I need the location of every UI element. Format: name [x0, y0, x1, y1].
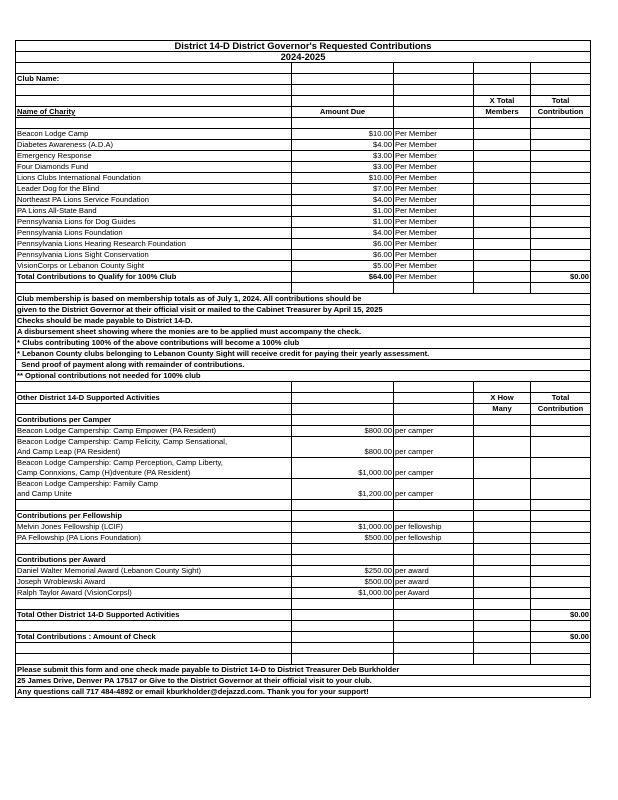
- footer-text: Please submit this form and one check made payable to District 14-D to District Treasurer Deb Burkholder: [16, 665, 591, 676]
- year-label: 2024-2025: [16, 52, 591, 63]
- charity-row: [16, 162, 591, 173]
- other-total-header: Total: [531, 393, 591, 404]
- empty-cell: [292, 63, 394, 74]
- contributions-table: [15, 40, 591, 698]
- empty-cell: [531, 555, 591, 566]
- camper-row: [16, 437, 591, 458]
- contribution-header: Contribution: [531, 107, 591, 118]
- x-total-header: X Total: [474, 96, 531, 107]
- charity-row: [16, 129, 591, 140]
- note-text: * Clubs contributing 100% of the above contributions will become a 100% club: [16, 338, 591, 349]
- empty-cell: [474, 544, 531, 555]
- blank-row: [16, 118, 591, 129]
- charity-name: VisionCorps or Lebanon County Sight: [16, 261, 292, 272]
- empty-cell: [531, 261, 591, 272]
- charity-unit: Per Member: [394, 140, 474, 151]
- empty-cell: [474, 118, 531, 129]
- award-row: [16, 577, 591, 588]
- award-amount: $1,000.00: [292, 588, 394, 599]
- blank-row: [16, 599, 591, 610]
- empty-cell: [394, 107, 474, 118]
- fellowship-name: PA Fellowship (PA Lions Foundation): [16, 533, 292, 544]
- charity-amount: $3.00: [292, 162, 394, 173]
- empty-cell: [474, 272, 531, 283]
- empty-cell: [474, 382, 531, 393]
- charity-name: Leader Dog for the Blind: [16, 184, 292, 195]
- empty-cell: [394, 544, 474, 555]
- section-heading-row: [16, 415, 591, 426]
- empty-cell: [531, 151, 591, 162]
- empty-cell: [474, 533, 531, 544]
- empty-cell: [394, 555, 474, 566]
- charity-unit: Per Member: [394, 129, 474, 140]
- empty-cell: [474, 283, 531, 294]
- charity-name: Lions Clubs International Foundation: [16, 173, 292, 184]
- camper-name-line2: And Camp Leap (PA Resident): [17, 447, 121, 456]
- charity-unit: Per Member: [394, 206, 474, 217]
- charity-amount: $6.00: [292, 239, 394, 250]
- empty-cell: [474, 63, 531, 74]
- amount-due-header: Amount Due: [292, 107, 394, 118]
- many-header: Many: [474, 404, 531, 415]
- total-other-row: [16, 610, 591, 621]
- empty-cell: [394, 415, 474, 426]
- empty-cell: [394, 654, 474, 665]
- empty-cell: [474, 228, 531, 239]
- charity-name: Four Diamonds Fund: [16, 162, 292, 173]
- charity-unit: Per Member: [394, 239, 474, 250]
- footer-row: [16, 676, 591, 687]
- empty-cell: [531, 588, 591, 599]
- empty-cell: [531, 426, 591, 437]
- camper-name-line1: Beacon Lodge Campership: Camp Felicity, Camp Sensational,: [17, 437, 228, 446]
- empty-cell: [531, 195, 591, 206]
- empty-cell: [531, 566, 591, 577]
- empty-cell: [394, 404, 474, 415]
- camper-row: [16, 458, 591, 479]
- empty-cell: [531, 85, 591, 96]
- award-amount: $250.00: [292, 566, 394, 577]
- page-title: District 14-D District Governor's Requested Contributions: [16, 41, 591, 52]
- camper-unit: per camper: [394, 437, 474, 458]
- charity-unit: Per Member: [394, 261, 474, 272]
- charity-row: [16, 239, 591, 250]
- empty-cell: [394, 283, 474, 294]
- camper-name: Beacon Lodge Campership: Camp Empower (PA Resident): [16, 426, 292, 437]
- empty-cell: [531, 479, 591, 500]
- empty-cell: [531, 184, 591, 195]
- charity-unit: Per Member: [394, 217, 474, 228]
- footer-text: Any questions call 717 484-4892 or email kburkholder@dejazzd.com. Thank you for your support!: [16, 687, 591, 698]
- empty-cell: [292, 654, 394, 665]
- empty-cell: [474, 621, 531, 632]
- blank-row: [16, 85, 591, 96]
- members-header: Members: [474, 107, 531, 118]
- fellowship-row: [16, 533, 591, 544]
- note-row: [16, 360, 591, 371]
- empty-cell: [16, 654, 292, 665]
- empty-cell: [16, 283, 292, 294]
- charity-row: [16, 217, 591, 228]
- charity-amount: $3.00: [292, 151, 394, 162]
- blank-row: [16, 643, 591, 654]
- charity-row: [16, 195, 591, 206]
- charity-amount: $7.00: [292, 184, 394, 195]
- award-name: Ralph Taylor Award (VisionCorpsl): [16, 588, 292, 599]
- empty-cell: [474, 261, 531, 272]
- empty-cell: [474, 415, 531, 426]
- camper-amount: $1,200.00: [292, 479, 394, 500]
- camper-heading: Contributions per Camper: [16, 415, 292, 426]
- empty-cell: [531, 458, 591, 479]
- footer-row: [16, 687, 591, 698]
- charity-name: Beacon Lodge Camp: [16, 129, 292, 140]
- header-row-2: [16, 107, 591, 118]
- note-text: Send proof of payment along with remainder of contributions.: [16, 360, 591, 371]
- empty-cell: [16, 85, 292, 96]
- total-qualify-label: Total Contributions to Qualify for 100% Club: [16, 272, 292, 283]
- empty-cell: [292, 643, 394, 654]
- award-amount: $500.00: [292, 577, 394, 588]
- charity-row: [16, 151, 591, 162]
- charity-row: [16, 173, 591, 184]
- blank-row: [16, 283, 591, 294]
- empty-cell: [531, 283, 591, 294]
- charity-unit: Per Member: [394, 173, 474, 184]
- camper-unit: per camper: [394, 426, 474, 437]
- camper-name-line1: Beacon Lodge Campership: Family Camp: [17, 479, 158, 488]
- empty-cell: [292, 283, 394, 294]
- charity-unit: Per Member: [394, 195, 474, 206]
- note-row: [16, 305, 591, 316]
- empty-cell: [474, 173, 531, 184]
- empty-cell: [531, 217, 591, 228]
- charity-amount: $4.00: [292, 140, 394, 151]
- charity-unit: Per Member: [394, 184, 474, 195]
- empty-cell: [531, 74, 591, 85]
- charity-row: [16, 184, 591, 195]
- camper-name: [16, 458, 292, 479]
- empty-cell: [16, 643, 292, 654]
- award-name: Daniel Walter Memorial Award (Lebanon County Sight): [16, 566, 292, 577]
- empty-cell: [292, 511, 394, 522]
- note-row: [16, 338, 591, 349]
- empty-cell: [531, 577, 591, 588]
- empty-cell: [16, 63, 292, 74]
- camper-row: [16, 479, 591, 500]
- empty-cell: [474, 522, 531, 533]
- empty-cell: [474, 129, 531, 140]
- empty-cell: [531, 544, 591, 555]
- other-activities-label: Other District 14-D Supported Activities: [16, 393, 292, 404]
- camper-amount: $800.00: [292, 437, 394, 458]
- empty-cell: [474, 500, 531, 511]
- blank-row: [16, 382, 591, 393]
- award-row: [16, 566, 591, 577]
- empty-cell: [394, 500, 474, 511]
- empty-cell: [531, 382, 591, 393]
- total-other-label: Total Other District 14-D Supported Activities: [16, 610, 292, 621]
- empty-cell: [531, 239, 591, 250]
- total-check-value: $0.00: [531, 632, 591, 643]
- empty-cell: [394, 74, 474, 85]
- blank-row: [16, 654, 591, 665]
- empty-cell: [474, 162, 531, 173]
- empty-cell: [531, 129, 591, 140]
- charity-name: Pennsylvania Lions Sight Conservation: [16, 250, 292, 261]
- empty-cell: [394, 393, 474, 404]
- empty-cell: [531, 250, 591, 261]
- empty-cell: [16, 500, 292, 511]
- empty-cell: [394, 643, 474, 654]
- footer-row: [16, 665, 591, 676]
- total-qualify-total: $0.00: [531, 272, 591, 283]
- empty-cell: [474, 511, 531, 522]
- note-text: Checks should be made payable to District 14-D.: [16, 316, 591, 327]
- blank-row: [16, 63, 591, 74]
- empty-cell: [16, 96, 292, 107]
- empty-cell: [531, 173, 591, 184]
- empty-cell: [292, 382, 394, 393]
- empty-cell: [292, 610, 394, 621]
- empty-cell: [16, 544, 292, 555]
- empty-cell: [531, 500, 591, 511]
- award-unit: per award: [394, 566, 474, 577]
- charity-amount: $4.00: [292, 228, 394, 239]
- charity-name: Pennsylvania Lions for Dog Guides: [16, 217, 292, 228]
- empty-cell: [292, 415, 394, 426]
- empty-cell: [394, 118, 474, 129]
- camper-row: [16, 426, 591, 437]
- charity-amount: $6.00: [292, 250, 394, 261]
- empty-cell: [474, 74, 531, 85]
- award-unit: per award: [394, 577, 474, 588]
- other-contribution-header: Contribution: [531, 404, 591, 415]
- empty-cell: [474, 426, 531, 437]
- empty-cell: [292, 85, 394, 96]
- empty-cell: [474, 654, 531, 665]
- empty-cell: [531, 162, 591, 173]
- note-text: Club membership is based on membership totals as of July 1, 2024. All contributions should be: [16, 294, 591, 305]
- club-name-label: Club Name:: [16, 74, 292, 85]
- empty-cell: [16, 118, 292, 129]
- empty-cell: [531, 415, 591, 426]
- total-qualify-amount: $64.00: [292, 272, 394, 283]
- empty-cell: [474, 184, 531, 195]
- fellowship-unit: per fellowship: [394, 533, 474, 544]
- empty-cell: [474, 610, 531, 621]
- empty-cell: [531, 228, 591, 239]
- empty-cell: [394, 511, 474, 522]
- empty-cell: [531, 118, 591, 129]
- charity-amount: $10.00: [292, 129, 394, 140]
- charity-name: PA Lions All-State Band: [16, 206, 292, 217]
- empty-cell: [474, 555, 531, 566]
- empty-cell: [16, 404, 292, 415]
- charity-row: [16, 140, 591, 151]
- empty-cell: [394, 382, 474, 393]
- note-row: [16, 316, 591, 327]
- empty-cell: [531, 206, 591, 217]
- empty-cell: [394, 599, 474, 610]
- empty-cell: [292, 632, 394, 643]
- empty-cell: [474, 577, 531, 588]
- empty-cell: [474, 140, 531, 151]
- fellowship-heading: Contributions per Fellowship: [16, 511, 292, 522]
- empty-cell: [474, 643, 531, 654]
- total-other-value: $0.00: [531, 610, 591, 621]
- camper-name-line2: and Camp Unite: [17, 489, 72, 498]
- empty-cell: [394, 85, 474, 96]
- award-row: [16, 588, 591, 599]
- club-name-row: [16, 74, 591, 85]
- charity-unit: Per Member: [394, 228, 474, 239]
- empty-cell: [531, 522, 591, 533]
- note-row: [16, 327, 591, 338]
- empty-cell: [394, 63, 474, 74]
- blank-row: [16, 544, 591, 555]
- fellowship-row: [16, 522, 591, 533]
- charity-name: Emergency Response: [16, 151, 292, 162]
- empty-cell: [474, 217, 531, 228]
- name-of-charity-header: Name of Charity: [16, 107, 292, 118]
- charity-unit: Per Member: [394, 250, 474, 261]
- award-heading: Contributions per Award: [16, 555, 292, 566]
- x-how-header: X How: [474, 393, 531, 404]
- empty-cell: [292, 404, 394, 415]
- empty-cell: [474, 566, 531, 577]
- fellowship-amount: $1,000.00: [292, 522, 394, 533]
- charity-name: Pennsylvania Lions Foundation: [16, 228, 292, 239]
- empty-cell: [394, 632, 474, 643]
- empty-cell: [531, 437, 591, 458]
- empty-cell: [531, 140, 591, 151]
- empty-cell: [16, 382, 292, 393]
- camper-unit: per camper: [394, 458, 474, 479]
- empty-cell: [474, 195, 531, 206]
- camper-name-line2: Camp Connxions, Camp (H)dventure (PA Resident): [17, 468, 191, 477]
- charity-amount: $1.00: [292, 206, 394, 217]
- empty-cell: [394, 610, 474, 621]
- award-name: Joseph Wroblewski Award: [16, 577, 292, 588]
- empty-cell: [531, 533, 591, 544]
- charity-name: Diabetes Awareness (A.D.A): [16, 140, 292, 151]
- note-text: given to the District Governor at their official visit or mailed to the Cabinet Treasurer by April 15, 2025: [16, 305, 591, 316]
- charity-amount: $4.00: [292, 195, 394, 206]
- camper-name: [16, 437, 292, 458]
- empty-cell: [474, 588, 531, 599]
- total-header: Total: [531, 96, 591, 107]
- camper-unit: per camper: [394, 479, 474, 500]
- charity-row: [16, 206, 591, 217]
- section-heading-row: [16, 555, 591, 566]
- empty-cell: [16, 621, 292, 632]
- empty-cell: [292, 500, 394, 511]
- note-row: [16, 294, 591, 305]
- empty-cell: [474, 479, 531, 500]
- title-row: [16, 41, 591, 52]
- note-row: [16, 349, 591, 360]
- total-qualify-row: [16, 272, 591, 283]
- empty-cell: [394, 621, 474, 632]
- camper-name-line1: Beacon Lodge Campership: Camp Perception, Camp Liberty,: [17, 458, 223, 467]
- charity-unit: Per Member: [394, 162, 474, 173]
- fellowship-name: Melvin Jones Fellowship (LCIF): [16, 522, 292, 533]
- year-row: [16, 52, 591, 63]
- fellowship-amount: $500.00: [292, 533, 394, 544]
- charity-name: Pennsylvania Lions Hearing Research Foundation: [16, 239, 292, 250]
- blank-row: [16, 621, 591, 632]
- footer-text: 25 James Drive, Denver PA 17517 or Give to the District Governor at their official visit to your club.: [16, 676, 591, 687]
- charity-amount: $1.00: [292, 217, 394, 228]
- total-check-label: Total Contributions : Amount of Check: [16, 632, 292, 643]
- header-row-1: [16, 96, 591, 107]
- empty-cell: [292, 621, 394, 632]
- charity-amount: $10.00: [292, 173, 394, 184]
- empty-cell: [292, 555, 394, 566]
- camper-amount: $800.00: [292, 426, 394, 437]
- empty-cell: [474, 437, 531, 458]
- empty-cell: [16, 599, 292, 610]
- total-qualify-unit: Per Member: [394, 272, 474, 283]
- empty-cell: [474, 599, 531, 610]
- blank-row: [16, 500, 591, 511]
- charity-name: Northeast PA Lions Service Foundation: [16, 195, 292, 206]
- section-heading-row: [16, 511, 591, 522]
- empty-cell: [474, 151, 531, 162]
- charity-unit: Per Member: [394, 151, 474, 162]
- empty-cell: [292, 599, 394, 610]
- total-check-row: [16, 632, 591, 643]
- empty-cell: [292, 118, 394, 129]
- charity-row: [16, 261, 591, 272]
- empty-cell: [531, 599, 591, 610]
- empty-cell: [531, 511, 591, 522]
- charity-row: [16, 250, 591, 261]
- empty-cell: [474, 458, 531, 479]
- empty-cell: [292, 96, 394, 107]
- award-unit: per Award: [394, 588, 474, 599]
- empty-cell: [474, 632, 531, 643]
- empty-cell: [531, 654, 591, 665]
- note-text: ** Optional contributions not needed for 100% club: [16, 371, 591, 382]
- empty-cell: [531, 621, 591, 632]
- empty-cell: [292, 393, 394, 404]
- empty-cell: [394, 96, 474, 107]
- empty-cell: [474, 85, 531, 96]
- other-header-row-1: [16, 393, 591, 404]
- empty-cell: [531, 63, 591, 74]
- empty-cell: [292, 544, 394, 555]
- empty-cell: [531, 643, 591, 654]
- empty-cell: [474, 206, 531, 217]
- charity-row: [16, 228, 591, 239]
- empty-cell: [474, 250, 531, 261]
- camper-amount: $1,000.00: [292, 458, 394, 479]
- note-text: * Lebanon County clubs belonging to Lebanon County Sight will receive credit for paying their yearly assessment.: [16, 349, 591, 360]
- note-text: A disbursement sheet showing where the monies are to be applied must accompany the check.: [16, 327, 591, 338]
- empty-cell: [292, 74, 394, 85]
- other-header-row-2: [16, 404, 591, 415]
- camper-name: [16, 479, 292, 500]
- charity-amount: $5.00: [292, 261, 394, 272]
- empty-cell: [474, 239, 531, 250]
- fellowship-unit: per fellowship: [394, 522, 474, 533]
- note-row: [16, 371, 591, 382]
